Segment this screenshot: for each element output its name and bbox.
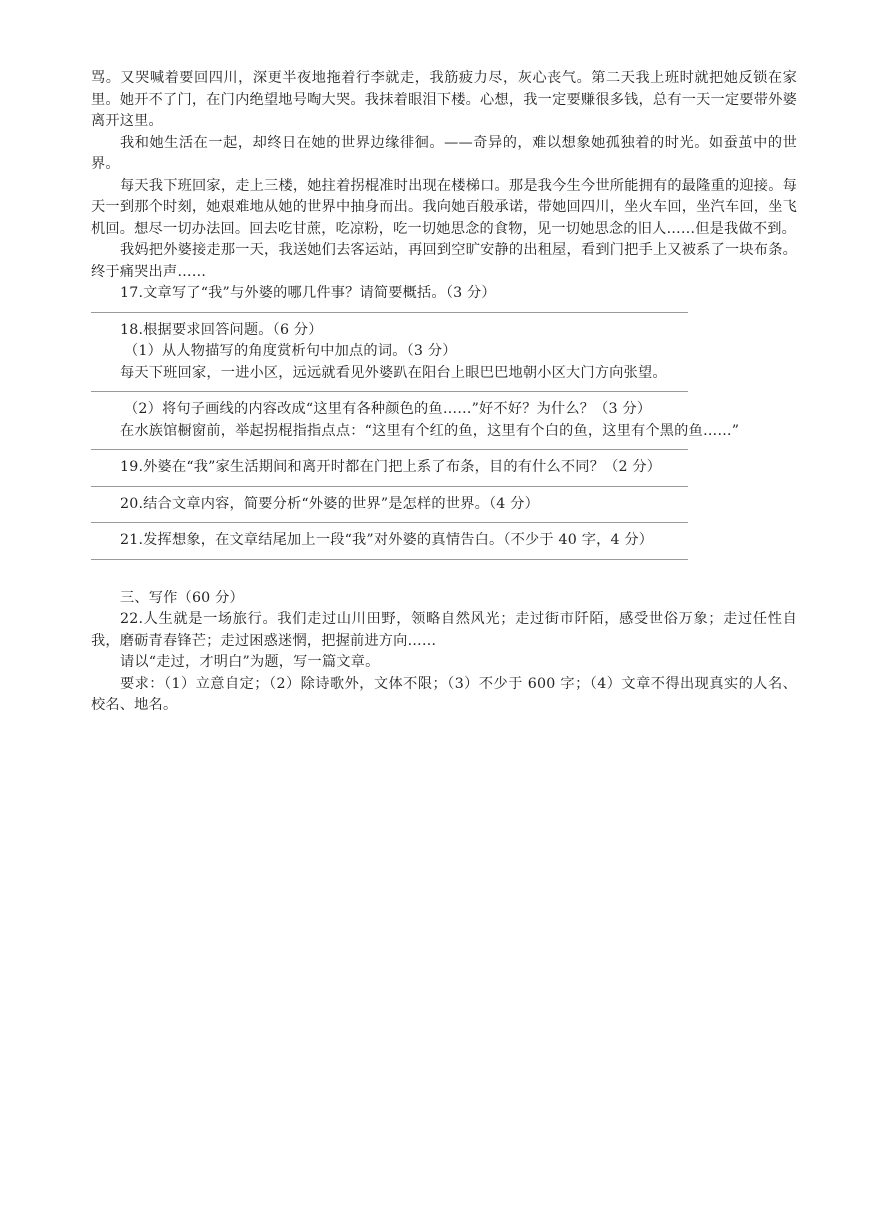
- passage-paragraph-4: 我妈把外婆接走那一天，我送她们去客运站，再回到空旷安静的出租屋，看到门把手上又被系了一块布条。终于痛哭出声……: [91, 242, 797, 280]
- question-21: 21.发挥想象，在文章结尾加上一段“我”对外婆的真情告白。（不少于 40 字，4 分）: [120, 532, 654, 548]
- section-gap: [91, 567, 797, 588]
- answer-line-17[interactable]: [91, 312, 688, 313]
- passage-paragraph-1: 骂。又哭喊着要回四川，深更半夜地拖着行李就走，我筋疲力尽，灰心丧气。第二天我上班时就把她反锁在家里。她开不了门，在门内绝望地号啕大哭。我抹着眼泪下楼。心想，我一定要赚很多钱，总有一天一定要带外婆离开这里。: [91, 70, 797, 129]
- question-18: 18.根据要求回答问题。（6 分）: [120, 321, 323, 338]
- question-20: 20.结合文章内容，简要分析“外婆的世界”是怎样的世界。（4 分）: [120, 495, 539, 512]
- writing-section-heading: 三、写作（60 分）: [120, 589, 244, 606]
- passage-paragraph-2: 我和她生活在一起，却终日在她的世界边缘徘徊。——奇异的，难以想象她孤独着的时光。如蚕茧中的世界。: [91, 134, 797, 172]
- question-18-2-sentence: 在水族馆橱窗前，举起拐棍指指点点：“这里有个红的鱼，这里有个白的鱼，这里有个黑的鱼……”: [120, 422, 740, 439]
- question-17: 17.文章写了“我”与外婆的哪几件事？请简要概括。（3 分）: [120, 285, 496, 301]
- answer-line-18-1[interactable]: [91, 391, 688, 392]
- passage-paragraph-3: 每天我下班回家，走上三楼，她拄着拐棍准时出现在楼梯口。那是我今生今世所能拥有的最隆重的迎接。每天一到那个时刻，她艰难地从她的世界中抽身而出。我向她百般承诺，带她回四川，坐火车回，坐汽车回，坐飞机回。想尽一切办法回。回去吃甘蔗，吃凉粉，吃一切她思念的食物，见一切她思念的旧人……但是我做不到。: [91, 177, 797, 237]
- answer-line-21[interactable]: [91, 559, 688, 560]
- answer-line-18-2[interactable]: [91, 449, 688, 450]
- question-18-2: （2）将句子画线的内容改成“这里有各种颜色的鱼……”好不好？为什么？（3 分）: [124, 401, 652, 417]
- writing-question-22: 22.人生就是一场旅行。我们走过山川田野，领略自然风光；走过街市阡陌，感受世俗万象；走过任性自我，磨砺青春锋芒；走过困惑迷惘，把握前进方向……: [91, 611, 797, 649]
- answer-line-20[interactable]: [91, 522, 688, 523]
- exam-page: [91, 68, 797, 717]
- answer-line-19[interactable]: [91, 486, 688, 487]
- question-18-1-sentence: 每天下班回家，一进小区，远远就看见外婆趴在阳台上眼巴巴地朝小区大门方向张望。: [120, 364, 667, 381]
- question-18-1: （1）从人物描写的角度赏析句中加点的词。（3 分）: [124, 343, 457, 359]
- writing-prompt: 请以“走过，才明白”为题，写一篇文章。: [120, 654, 380, 670]
- question-19: 19.外婆在“我”家生活期间和离开时都在门把上系了布条，目的有什么不同？（2 分）: [120, 459, 662, 475]
- writing-requirements: 要求：（1）立意自定；（2）除诗歌外，文体不限；（3）不少于 600 字；（4）文章不得出现真实的人名、校名、地名。: [91, 675, 797, 713]
